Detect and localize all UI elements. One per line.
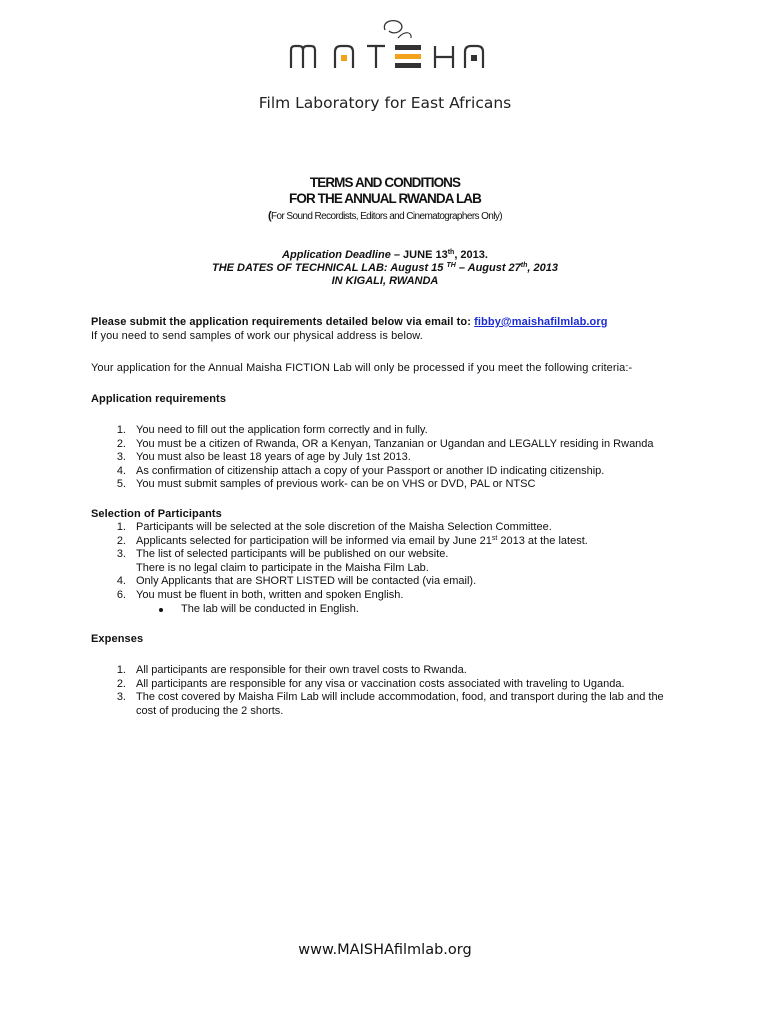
list-item-continuation bbox=[0, 705, 770, 719]
list-text: There is no legal claim to participate in the Maisha Film Lab. bbox=[136, 561, 429, 574]
list-text: Only Applicants that are SHORT LISTED will be contacted (via email). bbox=[136, 575, 477, 588]
maisha-logo bbox=[285, 16, 490, 72]
list-text: All participants are responsible for any visa or vaccination costs associated with traveling to Uganda. bbox=[136, 677, 625, 690]
bullet-item bbox=[0, 603, 770, 617]
list-text: cost of producing the 2 shorts. bbox=[136, 704, 284, 717]
application-requirements-list bbox=[0, 424, 770, 492]
list-text: As confirmation of citizenship attach a copy of your Passport or another ID indicating citizenship. bbox=[136, 464, 605, 477]
footer-website[interactable]: www.MAISHAfilmlab.org bbox=[298, 942, 472, 958]
dates-prefix: THE DATES OF TECHNICAL LAB: August 15 bbox=[211, 262, 447, 274]
list-sup: st bbox=[491, 534, 498, 542]
list-text: All participants are responsible for their own travel costs to Rwanda. bbox=[136, 664, 467, 676]
lab-location: IN KIGALI, RWANDA bbox=[331, 275, 439, 287]
list-item-continuation bbox=[0, 562, 770, 576]
list-number: 1. bbox=[116, 424, 126, 436]
dates-sup-2: th bbox=[520, 262, 528, 269]
list-item bbox=[0, 664, 770, 678]
list-item bbox=[0, 535, 770, 549]
application-deadline bbox=[0, 249, 770, 261]
deadline-dash: – JUNE 13 bbox=[390, 249, 448, 261]
submit-text: Please submit the application requirements detailed below via email to: bbox=[91, 316, 475, 328]
list-number: 4. bbox=[116, 464, 126, 477]
lab-dates bbox=[0, 262, 770, 274]
title-note-paren: ( bbox=[267, 210, 272, 222]
list-item bbox=[0, 548, 770, 562]
list-number: 6. bbox=[116, 588, 126, 601]
list-number: 2. bbox=[116, 437, 126, 450]
deadline-label: Application Deadline bbox=[282, 249, 391, 261]
list-number: 2. bbox=[116, 534, 126, 547]
list-text: Participants will be selected at the sole discretion of the Maisha Selection Committee. bbox=[136, 521, 552, 533]
list-text: You must submit samples of previous work- can be on VHS or DVD, PAL or NTSC bbox=[136, 478, 536, 491]
title-line-2: FOR THE ANNUAL RWANDA LAB bbox=[289, 191, 481, 206]
list-item bbox=[0, 438, 770, 452]
dates-mid: – August 27 bbox=[455, 262, 521, 274]
maisha-logo-icon bbox=[285, 16, 490, 72]
list-text: The cost covered by Maisha Film Lab will include accommodation, food, and transport during the lab and the bbox=[136, 691, 664, 704]
selection-list bbox=[0, 521, 770, 616]
list-item bbox=[0, 678, 770, 692]
list-item bbox=[0, 465, 770, 479]
list-number: 2. bbox=[116, 677, 126, 690]
expenses-heading: Expenses bbox=[91, 633, 144, 645]
title-note-text: For Sound Recordists, Editors and Cinematographers Only) bbox=[271, 211, 503, 222]
title-line-1: TERMS AND CONDITIONS bbox=[309, 175, 461, 190]
samples-note: If you need to send samples of work our physical address is below. bbox=[91, 330, 423, 342]
list-text-a: Applicants selected for participation will be informed via email by June 21 bbox=[136, 534, 492, 547]
deadline-sup: th bbox=[447, 249, 455, 256]
application-requirements-heading: Application requirements bbox=[91, 393, 227, 405]
dates-rest: , 2013 bbox=[527, 262, 558, 274]
list-number: 3. bbox=[116, 691, 126, 704]
deadline-date bbox=[391, 249, 488, 261]
list-text: You must be a citizen of Rwanda, OR a Kenyan, Tanzanian or Ugandan and LEGALLY residing in Rwanda bbox=[136, 437, 654, 450]
list-text: You must also be least 18 years of age by July 1st 2013. bbox=[136, 451, 411, 464]
list-text: You must be fluent in both, written and spoken English. bbox=[136, 588, 404, 601]
list-item bbox=[0, 589, 770, 603]
list-number: 5. bbox=[116, 478, 126, 491]
list-number: 4. bbox=[116, 575, 126, 588]
list-item bbox=[0, 575, 770, 589]
title-note bbox=[0, 210, 770, 222]
submit-instructions bbox=[91, 316, 608, 328]
deadline-rest: , 2013. bbox=[454, 249, 488, 261]
list-number: 3. bbox=[116, 451, 126, 464]
list-number: 3. bbox=[116, 548, 126, 561]
criteria-note: Your application for the Annual Maisha FICTION Lab will only be processed if you meet the following criteria:- bbox=[91, 362, 633, 374]
dates-sup-1: TH bbox=[446, 262, 456, 269]
list-item bbox=[0, 451, 770, 465]
selection-heading: Selection of Participants bbox=[91, 508, 222, 520]
email-link[interactable]: fibby@maishafilmlab.org bbox=[474, 316, 608, 328]
bullet-icon bbox=[159, 608, 163, 612]
list-number: 1. bbox=[116, 664, 126, 676]
list-number: 1. bbox=[116, 521, 126, 533]
list-item bbox=[0, 691, 770, 705]
expenses-list bbox=[0, 664, 770, 718]
list-item bbox=[0, 521, 770, 535]
list-item bbox=[0, 424, 770, 438]
list-text: The lab will be conducted in English. bbox=[181, 602, 359, 615]
tagline: Film Laboratory for East Africans bbox=[258, 94, 512, 112]
list-text-b: 2013 at the latest. bbox=[497, 534, 588, 547]
list-item bbox=[0, 478, 770, 492]
list-text: The list of selected participants will be published on our website. bbox=[136, 548, 449, 561]
list-text: You need to fill out the application form correctly and in fully. bbox=[136, 424, 428, 436]
list-text bbox=[136, 535, 588, 547]
